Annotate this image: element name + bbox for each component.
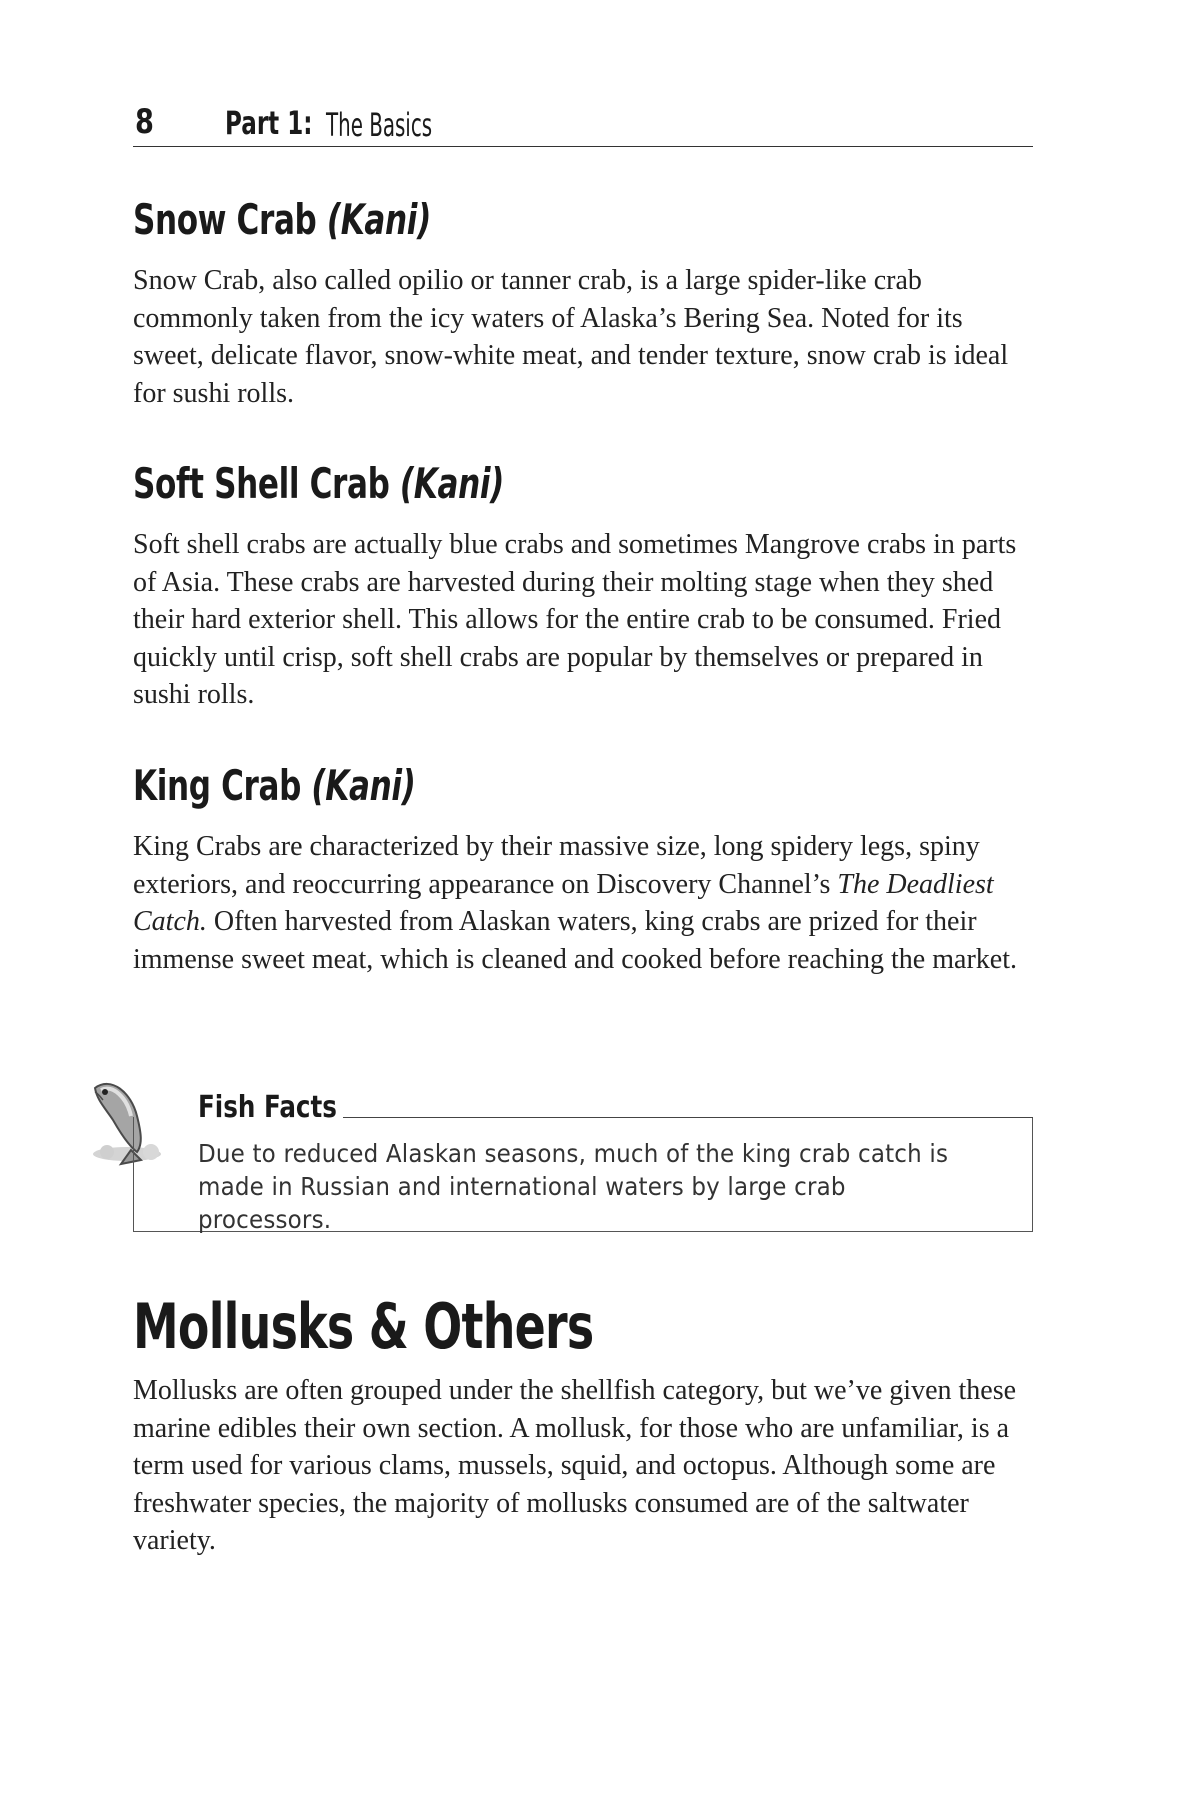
fish-facts-title: Fish Facts xyxy=(198,1090,337,1125)
paragraph-king-crab xyxy=(133,828,1033,978)
king-crab-text-start: King Crabs are characterized by their massive size, long spidery legs, spiny exteriors, and reoccurring appearance on Discovery Channel’s xyxy=(133,831,980,900)
heading-soft-shell-crab xyxy=(133,460,504,508)
king-crab-show-title: The Deadliest Catch. xyxy=(133,868,994,937)
heading-snow-crab-name: Snow Crab xyxy=(133,195,317,244)
heading-snow-crab-japanese: (Kani) xyxy=(326,195,431,244)
paragraph-snow-crab: Snow Crab, also called opilio or tanner crab, is a large spider-like crab commonly taken from the icy waters of Alaska’s Bering Sea. Noted for its sweet, delicate flavor, snow-white meat, and tender texture, snow crab is ideal for sushi rolls. xyxy=(133,265,1009,409)
part-title: The Basics xyxy=(326,106,433,144)
fish-facts-text: Due to reduced Alaskan seasons, much of the king crab catch is made in Russian and international waters by large crab processors. xyxy=(198,1139,949,1234)
paragraph-soft-shell-crab: Soft shell crabs are actually blue crabs and sometimes Mangrove crabs in parts of Asia. These crabs are harvested during their molting stage when they shed their hard exterior shell. This allows for the entire crab to be consumed. Fried quickly until crisp, soft shell crabs are popular by themselves or prepared in sushi rolls. xyxy=(133,529,1017,710)
heading-mollusks: Mollusks & Others xyxy=(133,1290,594,1363)
fish-facts-rule xyxy=(343,1117,1033,1118)
book-page xyxy=(133,0,1033,1800)
page-number: 8 xyxy=(135,102,154,142)
heading-king-crab-name: King Crab xyxy=(133,761,301,810)
heading-king-crab-japanese: (Kani) xyxy=(311,761,416,810)
running-header xyxy=(133,96,1033,147)
heading-snow-crab xyxy=(133,196,431,244)
part-label: Part 1: xyxy=(225,104,313,142)
king-crab-text-end: Often harvested from Alaskan waters, king crabs are prized for their immense sweet meat, which is cleaned and cooked before reaching the market. xyxy=(133,906,1017,975)
heading-soft-shell-crab-name: Soft Shell Crab xyxy=(133,459,390,508)
paragraph-mollusks: Mollusks are often grouped under the shellfish category, but we’ve given these marine edibles their own section. A mollusk, for those who are unfamiliar, is a term used for various clams, mussels, squid, and octopus. Although some are freshwater species, the majority of mollusks consumed are of the saltwater variety. xyxy=(133,1375,1017,1556)
heading-king-crab xyxy=(133,762,415,810)
heading-soft-shell-crab-japanese: (Kani) xyxy=(399,459,504,508)
